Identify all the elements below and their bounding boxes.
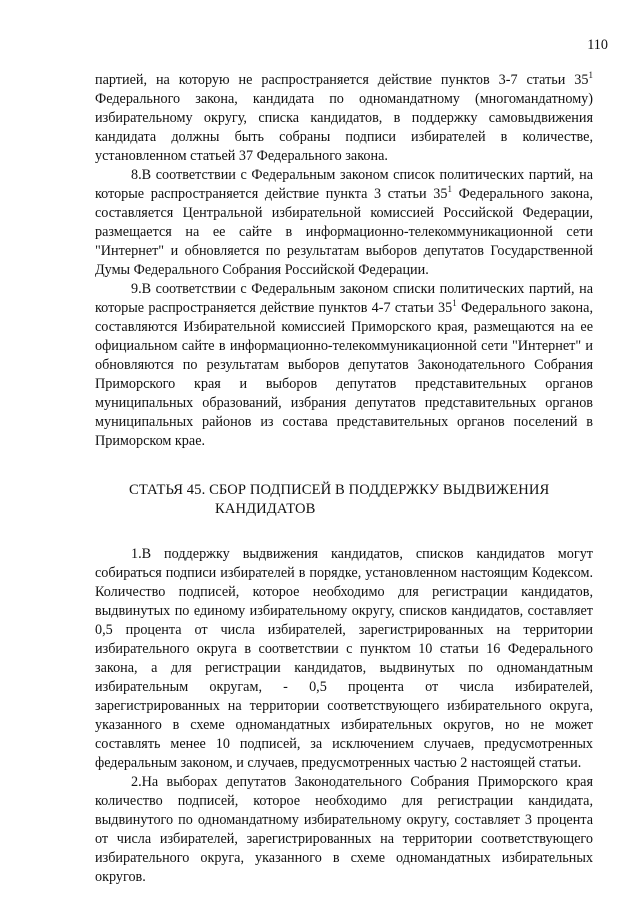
paragraph-text: Федерального закона, кандидата по одномандатному (многомандатному) избирательному округу, списка кандидатов, в поддержку самовыдвижения кандидата должны быть собраны подписи избирателей в количестве, установленном статьей 37 Федерального закона. [95, 91, 593, 164]
paragraph-text: партией, на которую не распространяется действие пунктов 3-7 статьи 35 [95, 72, 589, 88]
page-number: 110 [587, 37, 608, 53]
paragraph-1: 1.В поддержку выдвижения кандидатов, списков кандидатов могут собираться подписи избирателей в порядке, установленном настоящим Кодексом. Количество подписей, которое необходимо для регистрации кандидатов, выдвинутых по единому избирательному округу, списков кандидатов, составляет 0,5 процента от числа избирателей, зарегистрированных на территории избирательного округа в соответствии с пунктом 10 статьи 16 Федерального закона, а для регистрации кандидатов, выдвинутых по одномандатным избирательным округам, - 0,5 процента от числа избирателей, зарегистрированных на территории соответствующего избирательного округа, указанного в схеме одномандатных избирательных округов, но не может составлять менее 10 подписей, за исключением случаев, предусмотренных федеральным законом, и случаев, предусмотренных частью 2 настоящей статьи. [95, 546, 593, 771]
paragraph-continuation [95, 71, 593, 166]
superscript: 1 [447, 184, 452, 194]
document-body [95, 71, 593, 887]
paragraph-text: Федерального закона, составляется Центральной избирательной комиссией Российской Федерации, размещается на ее сайте в информационно-телекоммуникационной сети "Интернет" и обновляется по результатам выборов депутатов Государственной Думы Федерального Собрания Российской Федерации. [95, 186, 593, 278]
article-heading-line-1: СТАТЬЯ 45. СБОР ПОДПИСЕЙ В ПОДДЕРЖКУ ВЫДВИЖЕНИЯ [129, 482, 550, 498]
paragraph-8 [95, 166, 593, 280]
paragraph-9 [95, 280, 593, 451]
article-heading-line-2: КАНДИДАТОВ [215, 501, 316, 517]
paragraph-text: 8.В соответствии с Федеральным законом список политических партий, на которые распространяется действие пункта 3 статьи 35 [95, 167, 593, 202]
paragraph-text: 9.В соответствии с Федеральным законом списки политических партий, на которые распространяется действие пунктов 4-7 статьи 35 [95, 281, 593, 316]
superscript: 1 [588, 70, 593, 80]
paragraph-text: Федерального закона, составляются Избирательной комиссией Приморского края, размещаются на ее официальном сайте в информационно-телекоммуникационной сети "Интернет" и обновляются по результатам выборов депутатов Законодательного Собрания Приморского края и выборов депутатов представительных органов муниципальных образований, избрания депутатов представительных органов муниципальных районов из состава представительных органов поселений в Приморском крае. [95, 300, 593, 449]
superscript: 1 [452, 298, 457, 308]
paragraph-2: 2.На выборах депутатов Законодательного Собрания Приморского края количество подписей, которое необходимо для регистрации кандидата, выдвинутого по одномандатному избирательному округу, составляет 3 процента от числа избирателей, зарегистрированных на территории соответствующего избирательного округа, указанного в схеме одномандатных избирательных округов. [95, 774, 593, 885]
article-heading [95, 481, 593, 519]
